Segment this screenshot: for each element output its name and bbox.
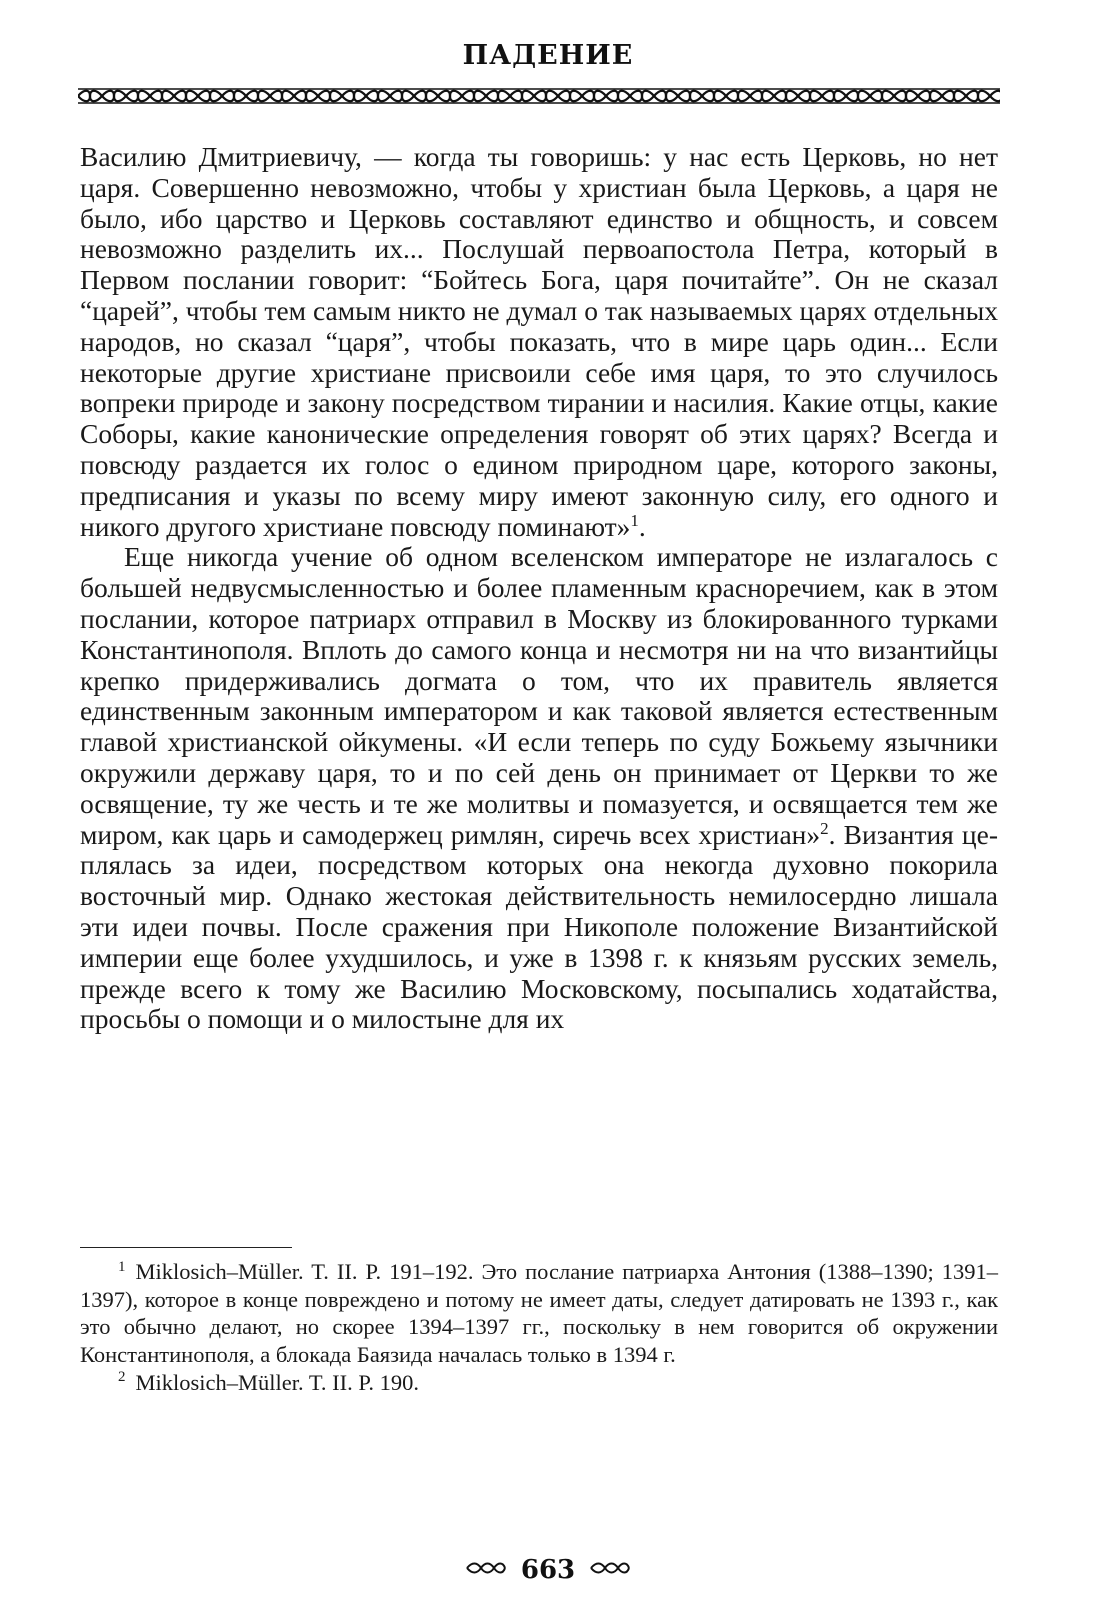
main-text: [80, 142, 998, 1035]
paragraph-1: [80, 142, 998, 542]
paragraph-2-text-start: Еще никогда учение об одном вселенском императоре не излагалось с большей недвусмысленностью и более пламенным красноречием, как в этом послании, которое патриарх отправил в Москву из блокированного турками Константинополя. Вплоть до самого конца и несмотря ни на что византийцы крепко придерживались догмата о том, что их правитель является единственным законным императором и как таковой является естественным главой христианской ойкумены. «И если теперь по суду Божьему язычники окружили державу царя, то и по сей день он принимает от Церкви то же освящение, ту же честь и те же молитвы и помазуется, и освящается тем же миром, как царь и самодержец римлян, сиречь всех христиан»: [80, 541, 998, 850]
running-header: ПАДЕНИЕ: [462, 40, 634, 71]
ornament-right-icon: [589, 1561, 631, 1580]
footnote-1: [80, 1258, 998, 1369]
footnote-2-mark: 2: [118, 1369, 126, 1386]
header-ornament-band: [78, 88, 1000, 104]
page-number: 663: [520, 1555, 576, 1585]
paragraph-1-text: Василию Дмитриевичу, — когда ты говоришь: у нас есть Церковь, но нет царя. Совершенно невозможно, чтобы у христиан была Церковь, а царя не было, ибо царство и Церковь составляют единство и общность, и совсем невозможно разделить их... Послушай первоапостола Петра, который в Первом послании говорит: “Бойтесь Бога, царя почитайте”. Он не сказал “царей”, чтобы тем самым никто не думал о так называемых царях отдельных народов, но сказал “царя”, чтобы показать, что в мире царь один... Если некоторые другие христиане присвоили себе имя царя, то это случилось вопреки природе и закону посредством тирании и насилия. Какие отцы, какие Соборы, какие канонические определения говорят об этих царях? Всегда и повсюду раздается их голос о едином природном царе, которого законы, предписания и указы по всему миру имеют законную силу, его одного и никого другого христиане повсюду поминают»: [80, 141, 998, 542]
paragraph-1-end: .: [638, 510, 646, 542]
footnote-1-text: Miklosich–Müller. T. II. P. 191–192. Это послание патриарха Антония (1388–1390; 1391–1397), которое в конце повреждено и потому не имеет даты, следует датировать не 1393 г., как это обычно делают, но скорее 1394–1397 гг., поскольку в нем говорится об окружении Константинополя, а блокада Баязида началась только в 1394 г.: [80, 1259, 998, 1368]
paragraph-2-text-end: . Византия цеплялась за идеи, посредством которых она некогда духовно покорила восточный мир. Однако жестокая действительность немилосердно лишала эти идеи почвы. После сражения при Никополе положение Византийской империи еще более ухудшилось, и уже в 1398 г. к князьям русских земель, прежде всего к тому же Василию Московскому, посыпались ходатайства, просьбы о помощи и о милостыне для их: [80, 818, 998, 1035]
ornament-left-icon: [465, 1561, 507, 1580]
footnote-2-text: Miklosich–Müller. T. II. P. 190.: [135, 1369, 420, 1395]
footnote-1-mark: 1: [118, 1258, 126, 1275]
footnotes: [80, 1258, 998, 1397]
footnote-ref-2: 2: [820, 818, 829, 838]
paragraph-2: [80, 542, 998, 1035]
footnote-separator: [80, 1247, 292, 1248]
footnote-2: [80, 1369, 998, 1397]
footnote-ref-1: 1: [630, 510, 639, 530]
page-footer: [0, 1555, 1096, 1585]
